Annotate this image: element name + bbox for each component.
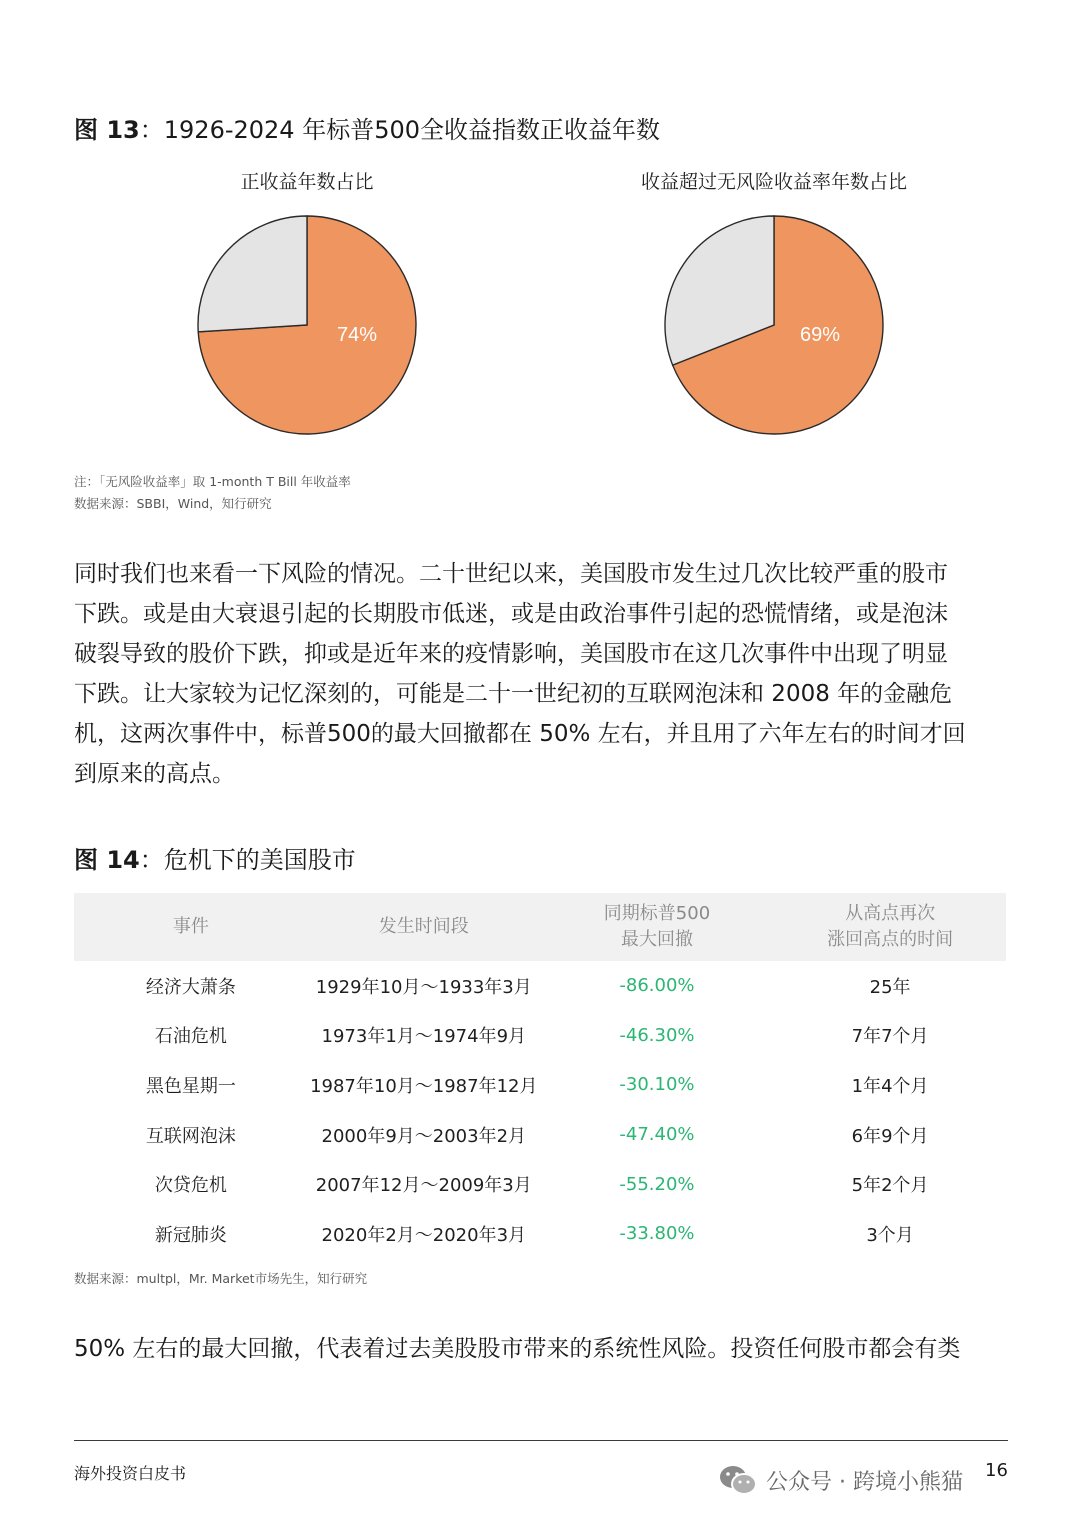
header-line: 同期标普500 — [603, 903, 711, 924]
paragraph-line: 机，这两次事件中，标普500的最大回撤都在 50% 左右，并且用了六年左右的时间才回 — [74, 721, 966, 747]
figure-13-title-text: ：1926-2024 年标普500全收益指数正收益年数 — [139, 116, 661, 144]
figure-13-source: 数据来源：SBBI，Wind，知行研究 — [74, 496, 272, 511]
cell-drawdown: -46.30% — [619, 1024, 695, 1046]
cell-period: 1929年10月～1933年3月 — [315, 976, 532, 998]
pie-2-value-label: 69% — [799, 324, 841, 346]
table-header-row — [74, 893, 1006, 961]
figure-13-note: 注：「无风险收益率」取 1-month T Bill 年收益率 — [74, 474, 351, 489]
header-line: 涨回高点的时间 — [827, 929, 954, 950]
figure-13-label: 图 13 — [74, 116, 140, 144]
cell-recovery: 5年2个月 — [851, 1175, 929, 1197]
header-recovery-time — [774, 893, 1006, 961]
footer-divider — [74, 1440, 1008, 1441]
figure-13-title — [74, 110, 660, 145]
figure-14-label: 图 14 — [74, 846, 140, 874]
table-row — [74, 1209, 1006, 1259]
wechat-label: 公众号 · 跨境小熊猫 — [766, 1469, 963, 1495]
body-paragraph-2 — [74, 1329, 1014, 1369]
header-period — [308, 893, 540, 961]
pie-1-value-label: 74% — [336, 324, 378, 346]
cell-drawdown: -33.80% — [619, 1223, 695, 1245]
cell-event: 次贷危机 — [154, 1175, 227, 1197]
table-row — [74, 1159, 1006, 1209]
crisis-table — [74, 893, 1006, 1259]
pie-slice-other — [198, 216, 307, 332]
cell-recovery: 7年7个月 — [851, 1026, 929, 1048]
pie-2-slices — [665, 216, 883, 434]
wechat-icon — [718, 1464, 758, 1496]
header-line: 事件 — [172, 916, 209, 937]
header-line: 最大回撤 — [620, 929, 693, 950]
cell-period: 1973年1月～1974年9月 — [321, 1026, 527, 1048]
cell-recovery: 25年 — [869, 976, 911, 998]
figure-14-title-text: ：危机下的美国股市 — [139, 846, 356, 874]
paragraph-line: 到原来的高点。 — [74, 761, 235, 787]
cell-drawdown: -55.20% — [619, 1173, 695, 1195]
pie-chart-1 — [190, 208, 424, 442]
cell-period: 2000年9月～2003年2月 — [321, 1125, 527, 1147]
figure-14-source: 数据来源：multpl，Mr. Market市场先生，知行研究 — [74, 1271, 368, 1286]
header-line: 发生时间段 — [378, 916, 469, 937]
pie-2-title: 收益超过无风险收益率年数占比 — [640, 171, 907, 193]
pie-1-title: 正收益年数占比 — [240, 171, 374, 193]
page-number: 16 — [985, 1460, 1008, 1481]
table-row — [74, 1060, 1006, 1110]
figure-14-title — [74, 840, 356, 875]
cell-drawdown: -47.40% — [619, 1124, 695, 1146]
cell-period: 2007年12月～2009年3月 — [315, 1175, 532, 1197]
pie-chart-2 — [657, 208, 891, 442]
table-row — [74, 1110, 1006, 1160]
paragraph-line: 50% 左右的最大回撤，代表着过去美股股市带来的系统性风险。投资任何股市都会有类 — [74, 1336, 961, 1362]
pie-1-slices — [198, 216, 416, 434]
cell-drawdown: -30.10% — [619, 1074, 695, 1096]
cell-event: 石油危机 — [154, 1026, 227, 1048]
cell-event: 经济大萧条 — [145, 976, 236, 998]
cell-recovery: 3个月 — [866, 1224, 914, 1246]
cell-period: 1987年10月～1987年12月 — [310, 1075, 538, 1097]
cell-event: 黑色星期一 — [145, 1075, 236, 1097]
footer-doc-title: 海外投资白皮书 — [74, 1464, 187, 1483]
body-paragraph-1 — [74, 554, 1014, 794]
cell-recovery: 6年9个月 — [851, 1125, 929, 1147]
cell-event: 互联网泡沫 — [145, 1125, 236, 1147]
paragraph-line: 下跌。让大家较为记忆深刻的，可能是二十一世纪初的互联网泡沫和 2008 年的金融危 — [74, 681, 953, 707]
cell-event: 新冠肺炎 — [154, 1224, 227, 1246]
paragraph-line: 下跌。或是由大衰退引起的长期股市低迷，或是由政治事件引起的恐慌情绪，或是泡沫 — [74, 601, 948, 627]
header-event — [74, 893, 308, 961]
header-max-drawdown — [540, 893, 774, 961]
cell-drawdown: -86.00% — [619, 975, 695, 997]
table-row — [74, 961, 1006, 1011]
wechat-watermark — [718, 1464, 963, 1496]
paragraph-line: 破裂导致的股价下跌，抑或是近年来的疫情影响，美国股市在这几次事件中出现了明显 — [74, 641, 948, 667]
header-line: 从高点再次 — [845, 903, 936, 924]
paragraph-line: 同时我们也来看一下风险的情况。二十世纪以来，美国股市发生过几次比较严重的股市 — [74, 561, 948, 587]
cell-period: 2020年2月～2020年3月 — [321, 1224, 527, 1246]
table-row — [74, 1011, 1006, 1061]
cell-recovery: 1年4个月 — [851, 1075, 929, 1097]
